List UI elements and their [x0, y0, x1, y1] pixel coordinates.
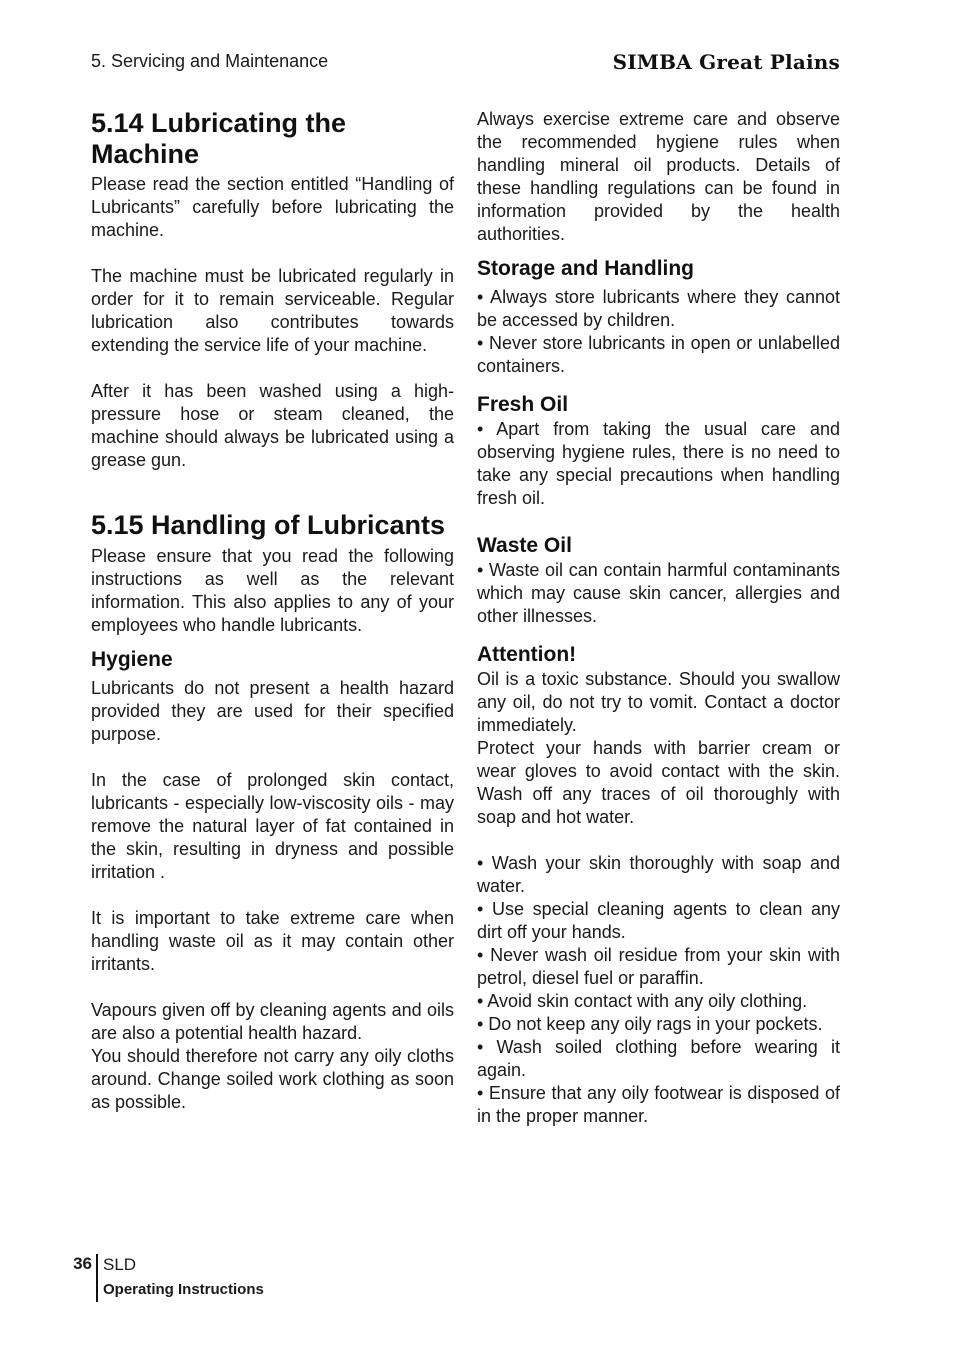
paragraph: Lubricants do not present a health hazard provided they are used for their specified purpose. — [91, 677, 454, 744]
paragraph: Oil is a toxic substance. Should you swallow any oil, do not try to vomit. Contact a doctor immediately. — [477, 669, 840, 735]
list-item: • Wash soiled clothing before wearing it again. — [477, 1037, 840, 1080]
paragraph: Vapours given off by cleaning agents and oils are also a potential health hazard. — [91, 999, 454, 1043]
paragraph: Protect your hands with barrier cream or wear gloves to avoid contact with the skin. Wash off any traces of oil thoroughly with soap and hot water. — [477, 738, 840, 827]
paragraph: The machine must be lubricated regularly in order for it to remain serviceable. Regular lubrication also contributes towards extending the service life of your machine. — [91, 266, 454, 355]
list-item: • Avoid skin contact with any oily clothing. — [477, 991, 808, 1011]
list-item: • Never wash oil residue from your skin with petrol, diesel fuel or paraffin. — [477, 945, 840, 988]
paragraph: Please read the section entitled “Handling of Lubricants” carefully before lubricating the machine. — [91, 174, 454, 240]
paragraph: You should therefore not carry any oily cloths around. Change soiled work clothing as soon as possible. — [91, 1045, 454, 1112]
list-item: • Do not keep any oily rags in your pockets. — [477, 1014, 823, 1034]
footer-divider — [96, 1254, 98, 1302]
list-item: • Apart from taking the usual care and observing hygiene rules, there is no need to take any special precautions when handling fresh oil. — [477, 419, 840, 508]
heading-waste-oil: Waste Oil — [477, 534, 572, 557]
brand-logo-text: SIMBA Great Plains — [612, 50, 840, 74]
list-item: • Always store lubricants where they cannot be accessed by children. — [477, 287, 840, 330]
right-column — [477, 108, 840, 1128]
heading-5-15: 5.15 Handling of Lubricants — [91, 510, 446, 540]
heading-5-14: 5.14 Lubricating the Machine — [91, 108, 347, 169]
list-item: • Never store lubricants in open or unlabelled containers. — [477, 333, 840, 376]
heading-fresh-oil: Fresh Oil — [477, 393, 569, 416]
paragraph: It is important to take extreme care when handling waste oil as it may contain other irritants. — [91, 907, 454, 974]
list-item: • Wash your skin thoroughly with soap and water. — [477, 853, 840, 896]
page-number: 36 — [73, 1254, 92, 1273]
paragraph: Please ensure that you read the following instructions as well as the relevant information. This also applies to any of your employees who handle lubricants. — [91, 545, 454, 635]
paragraph: Always exercise extreme care and observe the recommended hygiene rules when handling mineral oil products. Details of these handling regulations can be found in information provided by the health authorities. — [477, 109, 840, 244]
left-column — [91, 108, 454, 1114]
paragraph: In the case of prolonged skin contact, lubricants - especially low-viscosity oils - may remove the natural layer of fat contained in the skin, resulting in dryness and possible irritation . — [91, 769, 454, 882]
heading-hygiene: Hygiene — [91, 647, 173, 671]
list-item: • Ensure that any oily footwear is disposed of in the proper manner. — [477, 1083, 840, 1126]
header-section-title: 5. Servicing and Maintenance — [91, 51, 329, 71]
footer-model: SLD — [103, 1255, 137, 1274]
heading-storage: Storage and Handling — [477, 257, 695, 280]
heading-attention: Attention! — [477, 643, 577, 666]
footer-doc-title: Operating Instructions — [103, 1281, 264, 1298]
list-item: • Use special cleaning agents to clean any dirt off your hands. — [477, 899, 840, 942]
list-item: • Waste oil can contain harmful contaminants which may cause skin cancer, allergies and other illnesses. — [477, 560, 840, 626]
paragraph: After it has been washed using a high-pressure hose or steam cleaned, the machine should always be lubricated using a grease gun. — [91, 381, 454, 470]
